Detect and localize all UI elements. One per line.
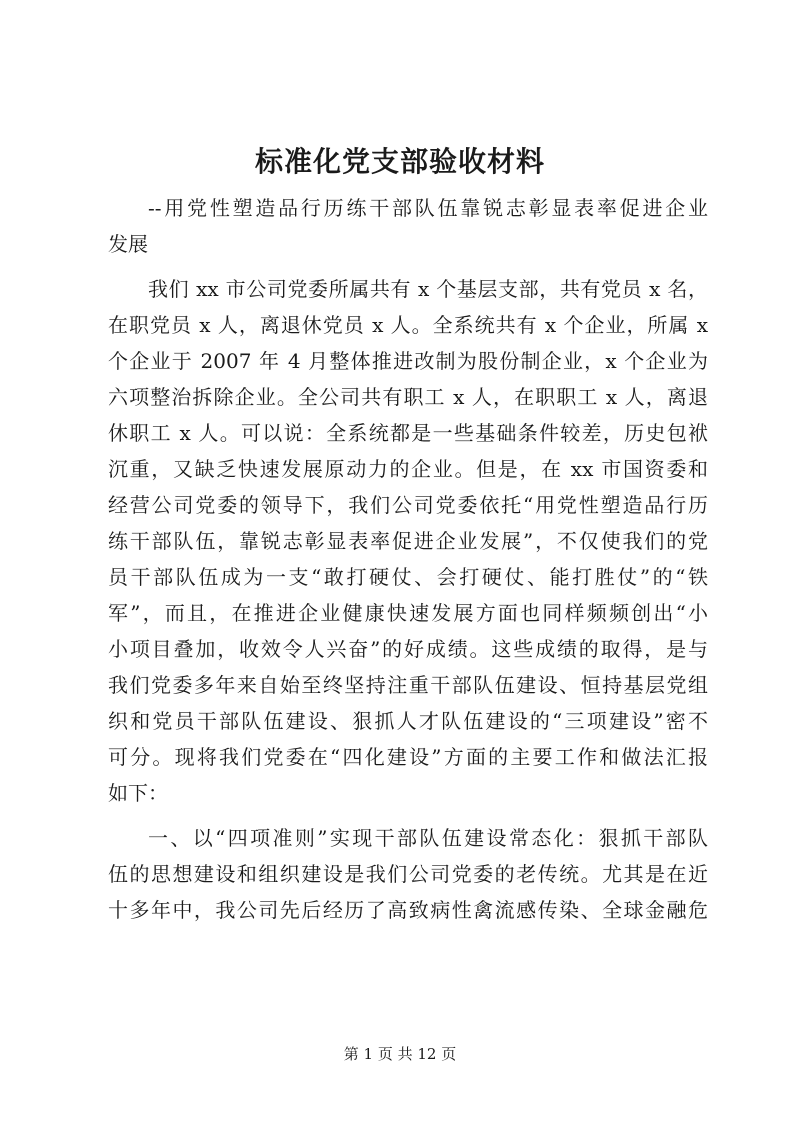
subtitle [108,190,708,262]
paragraph-line: 个企业于 2007 年 4 月整体推进改制为股份制企业，x 个企业为 [108,349,708,373]
paragraph-line: 六项整治拆除企业。全公司共有职工 x 人，在职职工 x 人，离退 [108,385,708,409]
paragraph-line: 员干部队伍成为一支“敢打硬仗、会打硬仗、能打胜仗”的“铁 [108,565,708,589]
paragraph-line: 我们 xx 市公司党委所属共有 x 个基层支部，共有党员 x 名， [148,277,708,301]
subtitle-line: 发展 [108,232,148,256]
paragraph-2 [108,820,708,928]
paragraph-line: 在职党员 x 人，离退休党员 x 人。全系统共有 x 个企业，所属 x [108,313,708,337]
page-number-footer: 第 1 页 共 12 页 [343,1045,457,1063]
paragraph-line: 军”，而且，在推进企业健康快速发展方面也同样频频创出“小 [108,601,708,625]
paragraph-line: 如下： [108,781,168,805]
paragraph-line: 伍的思想建设和组织建设是我们公司党委的老传统。尤其是在近 [108,862,708,886]
paragraph-line: 我们党委多年来自始至终坚持注重干部队伍建设、恒持基层党组 [108,673,708,697]
subtitle-line: --用党性塑造品行历练干部队伍靠锐志彰显表率促进企业 [148,196,708,220]
paragraph-line: 小项目叠加，收效令人兴奋”的好成绩。这些成绩的取得，是与 [108,637,708,661]
paragraph-line: 休职工 x 人。可以说：全系统都是一些基础条件较差，历史包袱 [108,421,708,445]
document-title: 标准化党支部验收材料 [254,145,545,178]
paragraph-line: 一、以“四项准则”实现干部队伍建设常态化：狠抓干部队 [148,826,708,850]
paragraph-1 [108,271,708,811]
paragraph-line: 练干部队伍，靠锐志彰显表率促进企业发展”，不仅使我们的党 [108,529,708,553]
paragraph-line: 织和党员干部队伍建设、狠抓人才队伍建设的“三项建设”密不 [108,709,708,733]
paragraph-line: 可分。现将我们党委在“四化建设”方面的主要工作和做法汇报 [108,745,708,769]
paragraph-line: 沉重，又缺乏快速发展原动力的企业。但是，在 xx 市国资委和 [108,457,708,481]
paragraph-line: 十多年中，我公司先后经历了高致病性禽流感传染、全球金融危 [108,898,708,922]
paragraph-line: 经营公司党委的领导下，我们公司党委依托“用党性塑造品行历 [108,493,708,517]
